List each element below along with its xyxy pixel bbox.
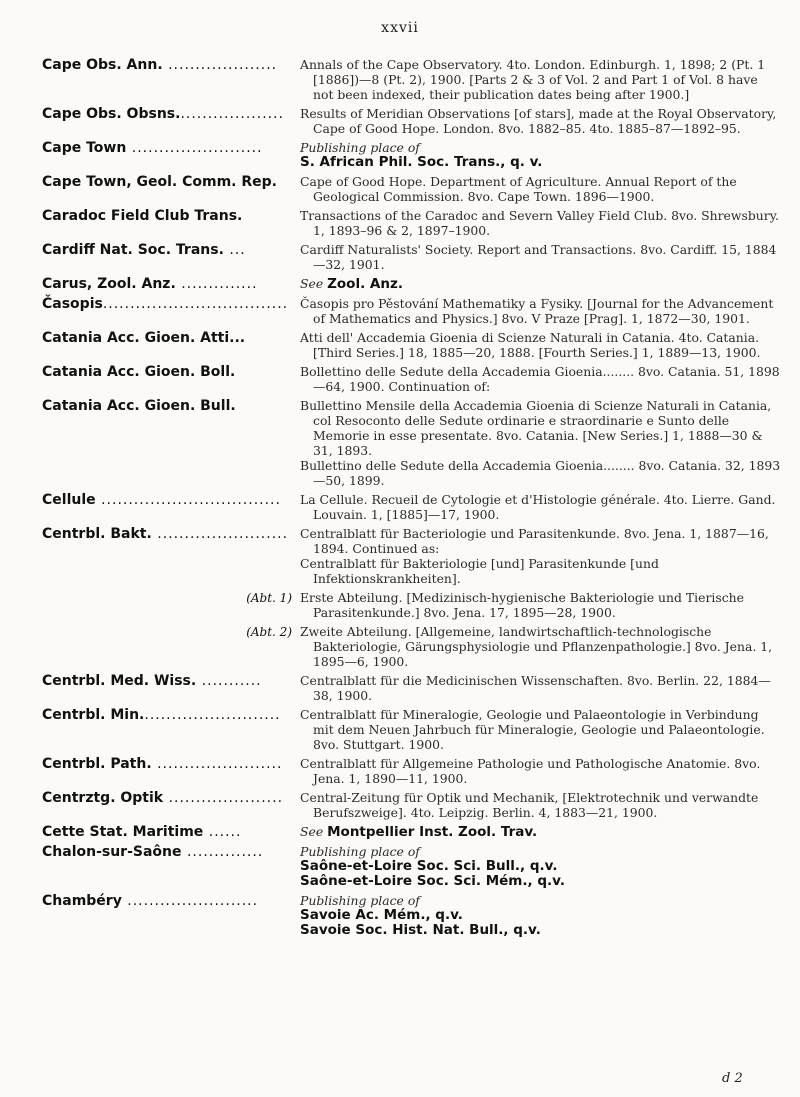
index-entry [42, 526, 782, 586]
index-entry [42, 57, 782, 102]
index-entry [42, 707, 782, 752]
index-entries [42, 57, 782, 942]
entry-description: Cardiff Naturalists' Society. Report and Transactions. 8vo. Cardiff. 15, 1884—32, 1901. [300, 242, 777, 272]
description-paragraph: Centralblatt für Bakteriologie [und] Parasitenkunde [und Infektionskrankheiten]. [300, 556, 659, 586]
entry-description: Transactions of the Caradoc and Severn Valley Field Club. 8vo. Shrewsbury. 1, 1893–96 & 2, 1897–1900. [300, 208, 779, 238]
entry-abbreviation: Caradoc Field Club Trans. [42, 208, 243, 224]
cross-reference: Montpellier Inst. Zool. Trav. [327, 824, 538, 840]
entry-description: Centralblatt für die Medicinischen Wissenschaften. 8vo. Berlin. 22, 1884—38, 1900. [300, 673, 771, 703]
entry-description [300, 526, 782, 586]
publishing-place-label: Publishing place of [300, 844, 420, 859]
entry-description: Centralblatt für Mineralogie, Geologie und Palaeontologie in Verbindung mit dem Neuen Jahrbuch für Mineralogie, Geologie und Palaeontologie. 8vo. Stuttgart. 1900. [300, 707, 765, 752]
entry-abbreviation: Cardiff Nat. Soc. Trans. ... [42, 242, 246, 258]
cross-reference: Savoie Ac. Mém., q.v. [300, 907, 463, 923]
index-entry [42, 673, 782, 703]
index-entry [42, 844, 782, 889]
cross-reference: Zool. Anz. [327, 276, 403, 292]
cross-reference: Savoie Soc. Hist. Nat. Bull., q.v. [300, 922, 541, 938]
see-label: See [300, 824, 324, 839]
index-entry [42, 242, 782, 272]
entry-description [300, 844, 782, 889]
entry-description [300, 276, 782, 292]
entry-abbreviation: Centrbl. Path. ....................... [42, 756, 283, 772]
entry-abbreviation: Catania Acc. Gioen. Boll. [42, 364, 236, 380]
publishing-place-label: Publishing place of [300, 140, 420, 155]
index-entry [42, 893, 782, 938]
cross-reference: Saône-et-Loire Soc. Sci. Bull., q.v. [300, 858, 558, 874]
entry-abbreviation: Centrbl. Min.......................... [42, 707, 281, 723]
index-entry [42, 492, 782, 522]
entry-abbreviation: Cape Obs. Ann. .................... [42, 57, 278, 73]
page-number: xxvii [381, 20, 419, 36]
description-paragraph: Bullettino delle Sedute della Accademia Gioenia........ 8vo. Catania. 32, 1893—50, 1899. [300, 458, 781, 488]
entry-description: Centralblatt für Allgemeine Pathologie und Pathologische Anatomie. 8vo. Jena. 1, 1890—11, 1900. [300, 756, 761, 786]
cross-reference: Saône-et-Loire Soc. Sci. Mém., q.v. [300, 873, 565, 889]
description-paragraph: Bullettino Mensile della Accademia Gioenia di Scienze Naturali in Catania, col Resoconto delle Sedute ordinarie e straordinarie e Sunto delle Memorie in esse presentate. 8vo. Catania. [New Series.] 1, 1888—30 & 31, 1893. [300, 398, 772, 458]
entry-abbreviation: Catania Acc. Gioen. Atti... [42, 330, 246, 346]
entry-abbreviation: Cape Town ........................ [42, 140, 263, 156]
entry-abbreviation: Centrbl. Bakt. ........................ [42, 526, 289, 542]
entry-description: Bollettino delle Sedute della Accademia Gioenia........ 8vo. Catania. 51, 1898—64, 1900. Continuation of: [300, 364, 780, 394]
index-entry [42, 624, 782, 669]
entry-abbreviation: Časopis.................................. [42, 296, 289, 312]
entry-abbreviation: Catania Acc. Gioen. Bull. [42, 398, 236, 414]
entry-abbreviation: Centrztg. Optik ..................... [42, 790, 284, 806]
index-entry [42, 106, 782, 136]
entry-description [300, 824, 782, 840]
signature-mark: d 2 [722, 1071, 743, 1086]
index-entry [42, 174, 782, 204]
index-entry [42, 398, 782, 488]
index-entry [42, 208, 782, 238]
entry-description [300, 893, 782, 938]
index-entry [42, 330, 782, 360]
entry-abbreviation: Centrbl. Med. Wiss. ........... [42, 673, 262, 689]
entry-abbreviation: Chambéry ........................ [42, 893, 259, 909]
entry-description: Annals of the Cape Observatory. 4to. London. Edinburgh. 1, 1898; 2 (Pt. 1 [1886])—8 (Pt. 2), 1900. [Parts 2 & 3 of Vol. 2 and Part 1 of Vol. 8 have not been indexed, their publication dates being after 1900.] [300, 57, 766, 102]
entry-abbreviation: Cape Town, Geol. Comm. Rep. [42, 174, 277, 190]
index-entry [42, 276, 782, 292]
index-entry [42, 590, 782, 620]
index-entry [42, 364, 782, 394]
entry-description: Results of Meridian Observations [of stars], made at the Royal Observatory, Cape of Good Hope. London. 8vo. 1882–85. 4to. 1885–87—1892–95. [300, 106, 777, 136]
entry-subdivision: (Abt. 1) [246, 591, 292, 605]
see-label: See [300, 276, 324, 291]
index-entry [42, 756, 782, 786]
cross-reference: S. African Phil. Soc. Trans., q. v. [300, 154, 543, 170]
entry-description: Erste Abteilung. [Medizinisch-hygienische Bakteriologie und Tierische Parasitenkunde.] 8vo. Jena. 17, 1895—28, 1900. [300, 590, 744, 620]
entry-abbreviation: Cellule ................................. [42, 492, 281, 508]
entry-description: La Cellule. Recueil de Cytologie et d'Histologie générale. 4to. Lierre. Gand. Louvain. 1, [1885]—17, 1900. [300, 492, 776, 522]
entry-description: Cape of Good Hope. Department of Agriculture. Annual Report of the Geological Commission. 8vo. Cape Town. 1896—1900. [300, 174, 737, 204]
entry-abbreviation: Cette Stat. Maritime ...... [42, 824, 242, 840]
index-entry [42, 824, 782, 840]
entry-description: Zweite Abteilung. [Allgemeine, landwirtschaftlich-technologische Bakteriologie, Gärungsphysiologie und Pflanzenpathologie.] 8vo. Jena. 1, 1895—6, 1900. [300, 624, 773, 669]
entry-description: Atti dell' Accademia Gioenia di Scienze Naturali in Catania. 4to. Catania. [Third Series.] 18, 1885—20, 1888. [Fourth Series.] 1, 1889—13, 1900. [300, 330, 761, 360]
entry-description [300, 140, 782, 170]
index-entry [42, 296, 782, 326]
index-entry [42, 140, 782, 170]
entry-description [300, 398, 782, 488]
entry-abbreviation: Chalon-sur-Saône .............. [42, 844, 264, 860]
entry-abbreviation: Cape Obs. Obsns.................... [42, 106, 284, 122]
entry-description: Časopis pro Pěstování Mathematiky a Fysiky. [Journal for the Advancement of Mathematics and Physics.] 8vo. V Praze [Prag]. 1, 1872—30, 1901. [300, 296, 774, 326]
entry-abbreviation: Carus, Zool. Anz. .............. [42, 276, 258, 292]
entry-description: Central-Zeitung für Optik und Mechanik, [Elektrotechnik und verwandte Berufszweige]. 4to. Leipzig. Berlin. 4, 1883—21, 1900. [300, 790, 759, 820]
publishing-place-label: Publishing place of [300, 893, 420, 908]
entry-subdivision: (Abt. 2) [246, 625, 292, 639]
description-paragraph: Centralblatt für Bacteriologie und Parasitenkunde. 8vo. Jena. 1, 1887—16, 1894. Continued as: [300, 526, 769, 556]
index-entry [42, 790, 782, 820]
